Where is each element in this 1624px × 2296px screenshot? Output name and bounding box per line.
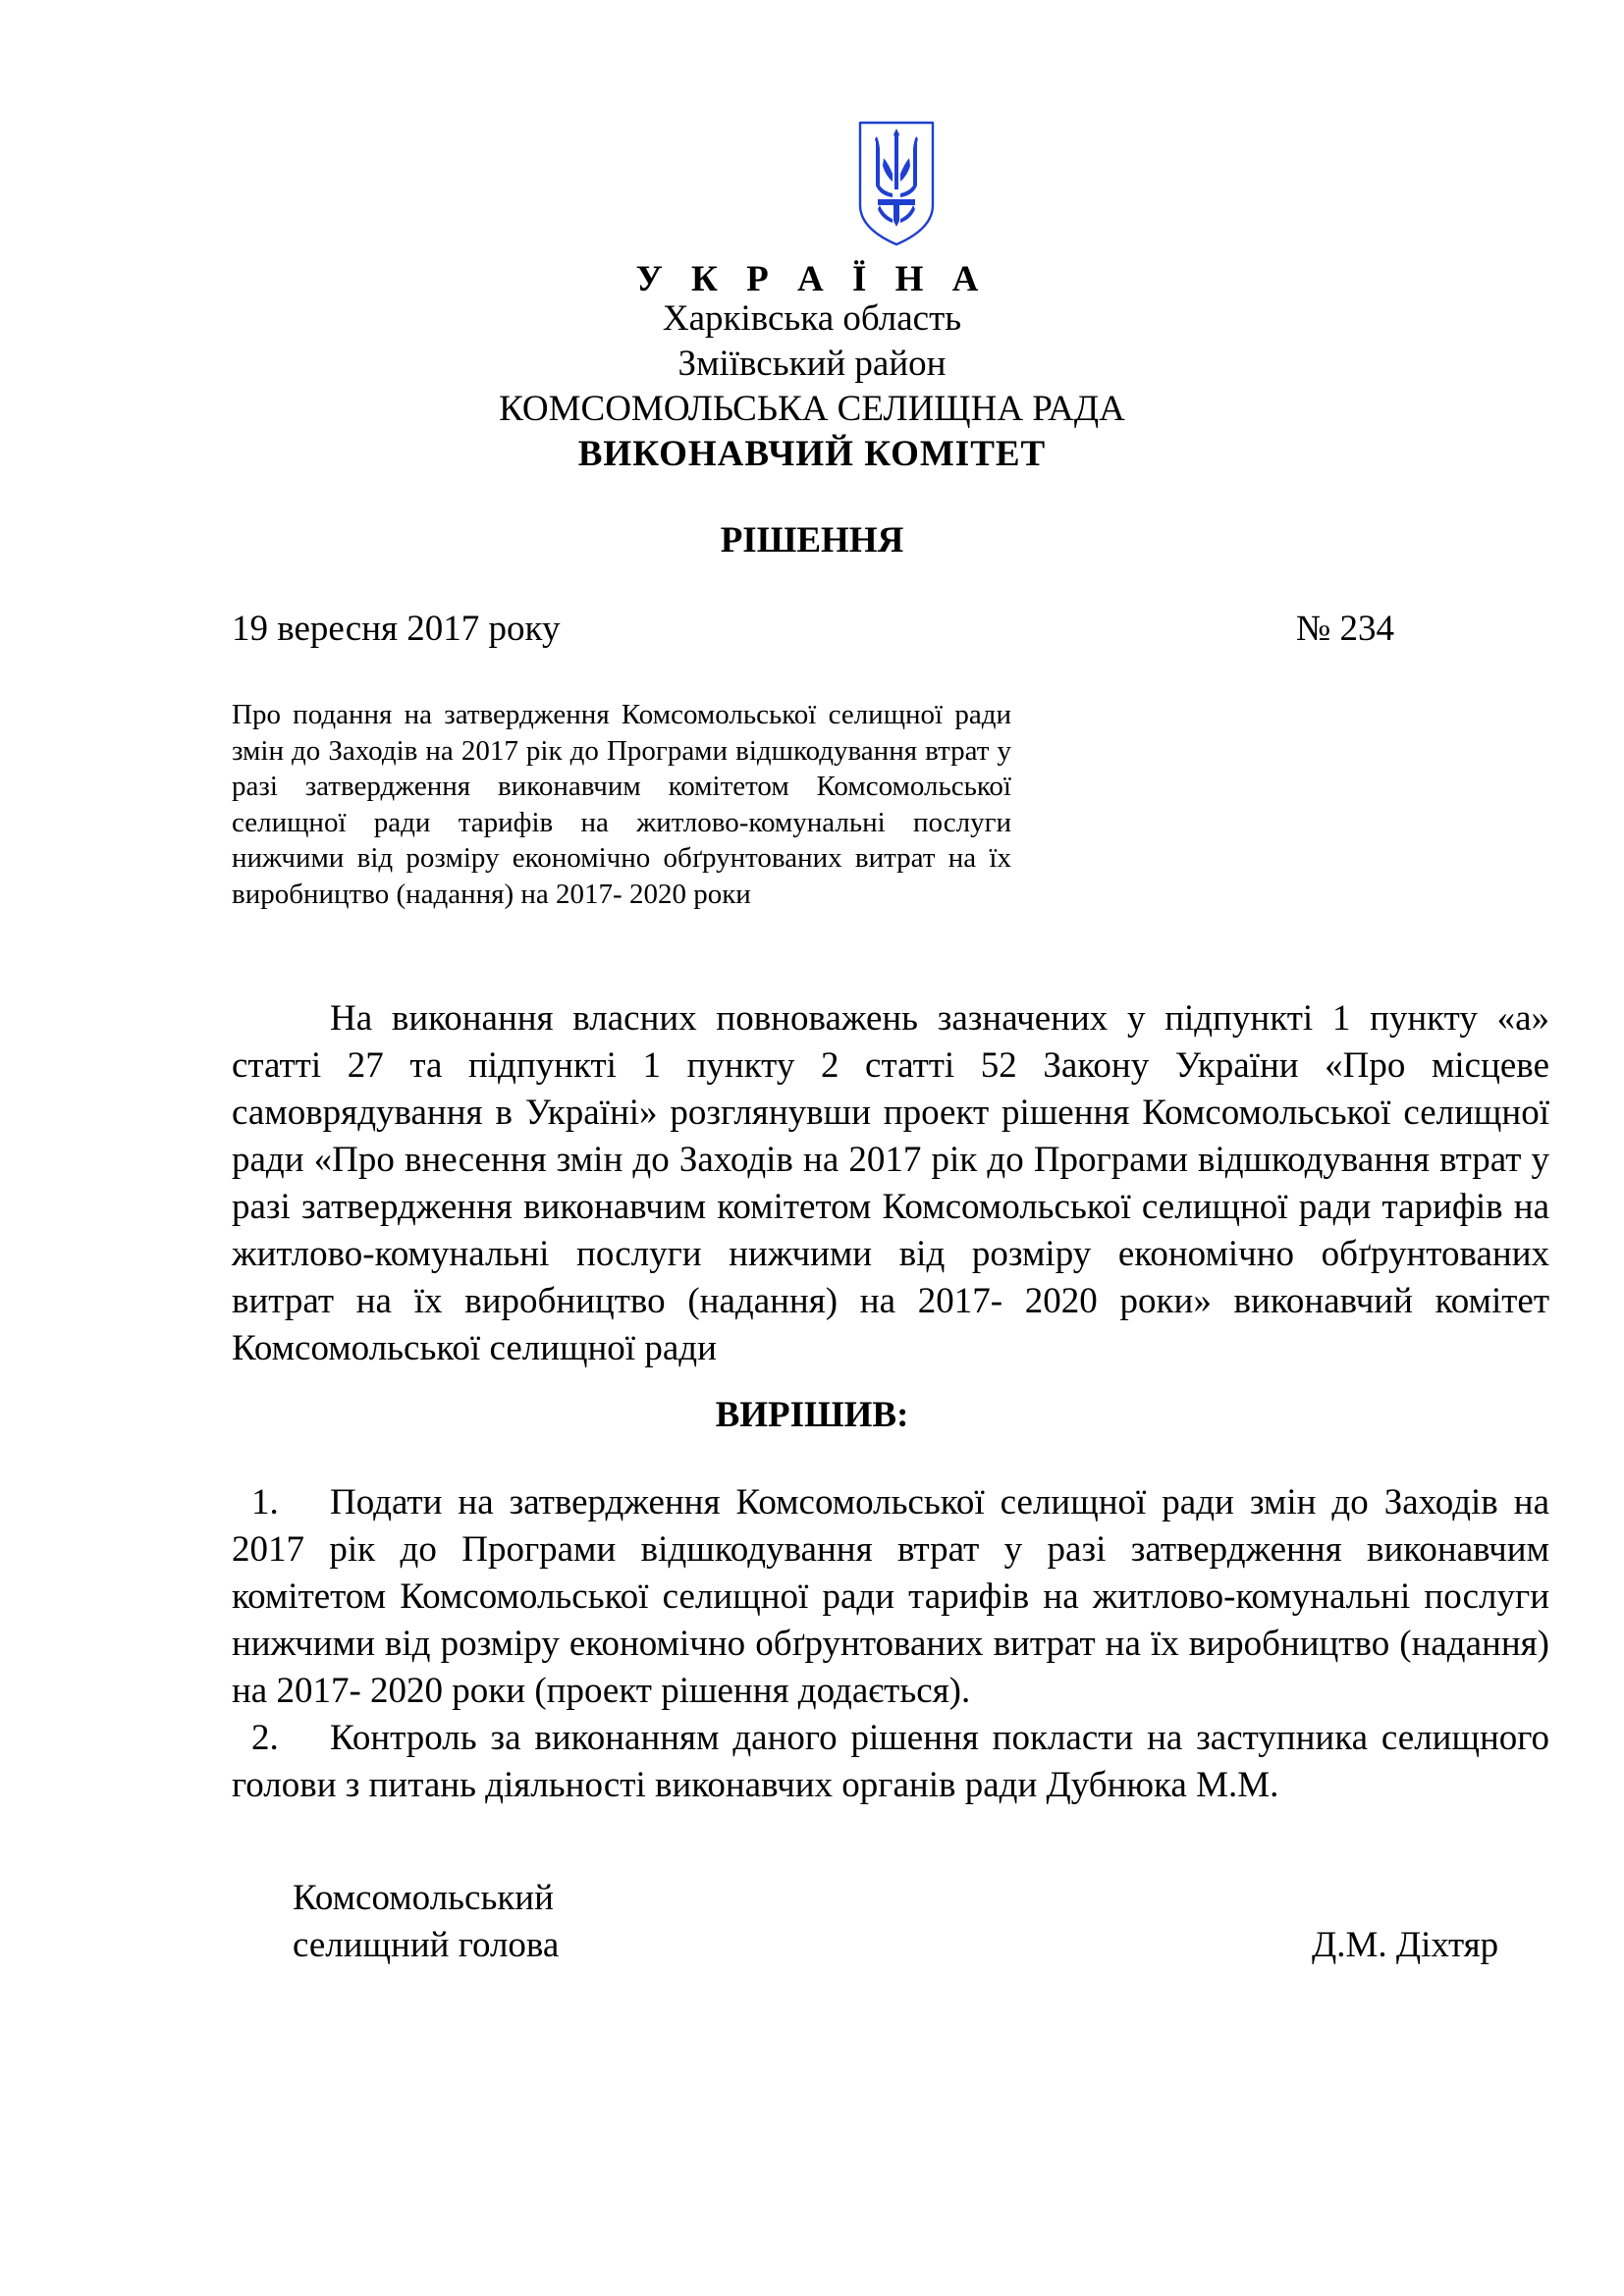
signature-position-line1: Комсомольський [293, 1878, 554, 1918]
resolve-heading: ВИРІШИВ: [715, 1395, 909, 1435]
committee-name: ВИКОНАВЧИЙ КОМІТЕТ [577, 434, 1047, 474]
signature-position-line2: селищний голова [293, 1925, 560, 1965]
document-title: РІШЕННЯ [720, 520, 904, 561]
coat-of-arms-icon [856, 119, 937, 248]
decision-item-text: Подати на затвердження Комсомольської селищної ради змін до Заходів на 2017 рік до Програми відшкодування втрат у разі затвердження виконавчим комітетом Комсомольської селищної ради тарифів на житлово-комунальні послуги нижчими від розміру економічно обґрунтованих витрат на їх виробництво (надання) на 2017- 2020 роки (проект рішення додається). [232, 1482, 1549, 1711]
oblast-name: Харківська область [662, 298, 962, 339]
document-subject: Про подання на затвердження Комсомольської селищної ради змін до Заходів на 2017 рік до Програми відшкодування втрат у разі затвердження виконавчим комітетом Комсомольської селищної ради тарифів на житлово-комунальні послуги нижчими від розміру економічно обґрунтованих витрат на їх виробництво (надання) на 2017- 2020 роки [232, 699, 1011, 910]
decision-item-number: 2. [251, 1718, 279, 1758]
decision-list [232, 1479, 1549, 1809]
decision-item-text: Контроль за виконанням даного рішення покласти на заступника селищного голови з питань діяльності виконавчих органів ради Дубнюка М.М. [232, 1718, 1549, 1805]
raion-name: Зміївський район [677, 344, 947, 384]
decision-item-number: 1. [251, 1482, 279, 1522]
signature-name: Д.М. Діхтяр [1312, 1925, 1499, 1965]
decision-item [232, 1479, 1549, 1715]
decision-item [232, 1715, 1549, 1809]
document-date: 19 вересня 2017 року [232, 609, 561, 649]
document-preamble: На виконання власних повноважень зазначених у підпункті 1 пункту «а» статті 27 та підпункті 1 пункту 2 статті 52 Закону України «Про місцеве самоврядування в Україні» розглянувши проект рішення Комсомольської селищної ради «Про внесення змін до Заходів на 2017 рік до Програми відшкодування втрат у разі затвердження виконавчим комітетом Комсомольської селищної ради тарифів на житлово-комунальні послуги нижчими від розміру економічно обґрунтованих витрат на їх виробництво (надання) на 2017- 2020 роки» виконавчий комітет Комсомольської селищної ради [232, 998, 1549, 1368]
council-name: КОМСОМОЛЬСЬКА СЕЛИЩНА РАДА [499, 389, 1125, 429]
signature-position [293, 1875, 559, 1969]
country-name: У К Р А Ї Н А [635, 259, 989, 299]
document-number: № 234 [1296, 609, 1395, 649]
